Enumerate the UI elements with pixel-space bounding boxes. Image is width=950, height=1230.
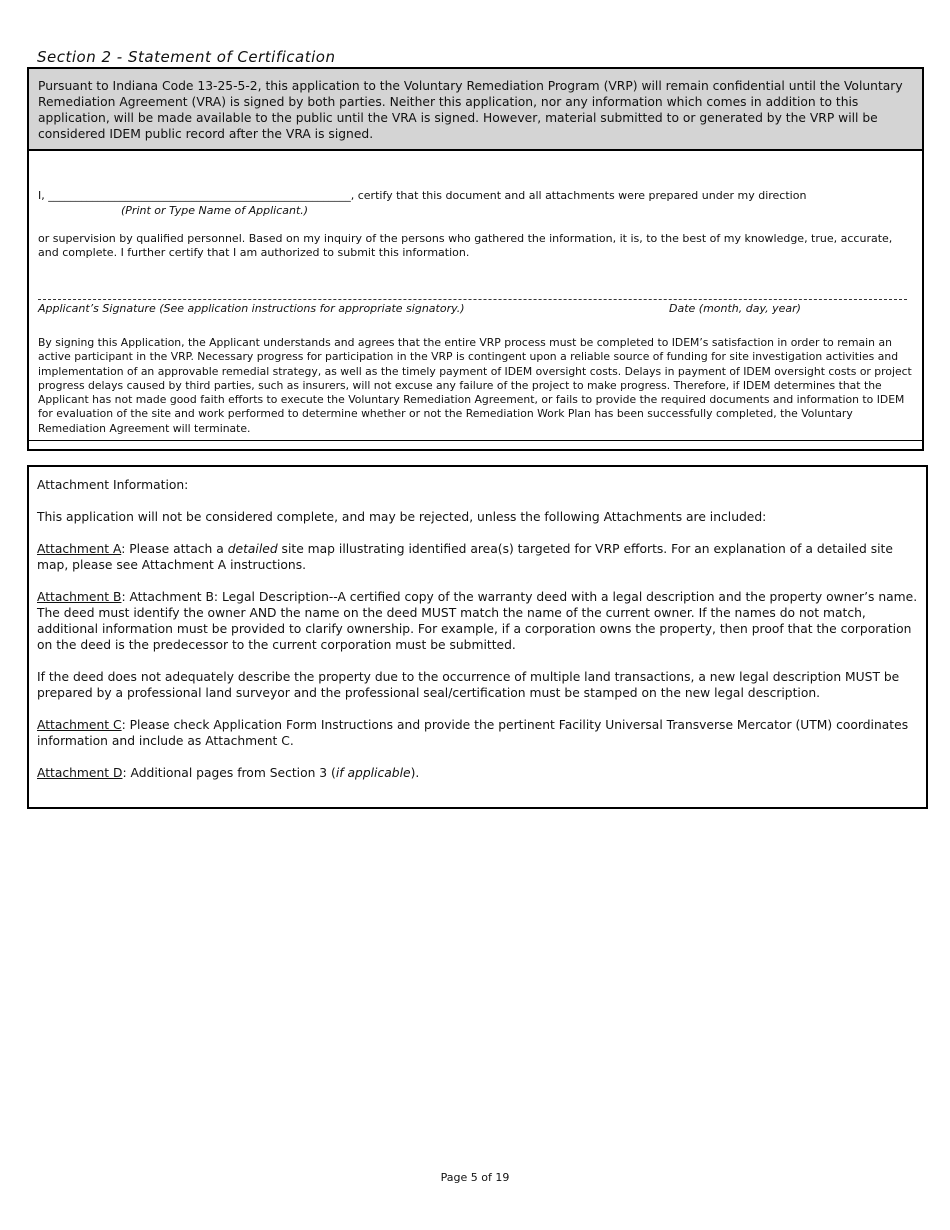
attachment-d-label: Attachment D [37, 766, 123, 780]
section-title: Section 2 - Statement of Certification [37, 48, 336, 66]
signature-line [38, 299, 907, 300]
attachment-c-label: Attachment C [37, 718, 122, 732]
deed-note: If the deed does not adequately describe the property due to the occurrence of multiple land transactions, a new legal description MUST be prepared by a professional land surveyor and the professional seal/certification must be stamped on the new legal description. [37, 670, 900, 700]
signature-caption: Applicant’s Signature (See application instructions for appropriate signatory.) [38, 302, 465, 315]
signing-terms-paragraph: By signing this Application, the Applicant understands and agrees that the entire VRP process must be completed to IDEM’s satisfaction in order to remain an active participant in the VRP. Necessary progress for participation in the VRP is contingent upon a reliable source of funding for site investigation activities and implementation of an approvable remedial strategy, as well as the timely payment of IDEM oversight costs. Delays in payment of IDEM oversight costs or project progress delays caused by third parties, such as insurers, will not excuse any failure of the project to make progress. Therefore, if IDEM determines that the Applicant has not made good faith efforts to execute the Voluntary Remediation Agreement, or fails to provide the required documents and information to IDEM for evaluation of the site and work performed to determine whether or not the Remediation Work Plan has been successfully completed, the Voluntary Remediation Agreement will terminate. [38, 336, 912, 435]
certification-box [27, 67, 924, 451]
divider [29, 440, 922, 441]
attachment-a: Attachment A: Please attach a detailed site map illustrating identified area(s) targeted for VRP efforts. For an explanation of a detailed site map, please see Attachment A instructions. [37, 542, 893, 572]
attachment-heading: Attachment Information: [37, 478, 189, 492]
attachment-b: Attachment B: Attachment B: Legal Description--A certified copy of the warranty deed with a legal description and the property owner’s name. The deed must identify the owner AND the name on the deed MUST match the name of the current owner. If the names do not match, additional information must be provided to clarify ownership. For example, if a corporation owns the property, then proof that the corporation on the deed is the predecessor to the current corporation must be submitted. [37, 590, 918, 652]
attachment-c: Attachment C: Please check Application Form Instructions and provide the pertinent Facility Universal Transverse Mercator (UTM) coordinates information and include as Attachment C. [37, 718, 909, 748]
attachment-info-box [27, 465, 928, 809]
attachment-intro: This application will not be considered complete, and may be rejected, unless the following Attachments are included: [37, 510, 767, 524]
attachment-b-label: Attachment B [37, 590, 122, 604]
date-caption: Date (month, day, year) [669, 302, 801, 315]
applicant-name-line: I, _______________________________________________________, certify that this document and all attachments were prepared under my direction [38, 189, 807, 202]
attachment-a-label: Attachment A [37, 542, 122, 556]
certification-paragraph: or supervision by qualified personnel. Based on my inquiry of the persons who gathered the information, it is, to the best of my knowledge, true, accurate, and complete. I further certify that I am authorized to submit this information. [38, 232, 893, 259]
confidentiality-notice: Pursuant to Indiana Code 13-25-5-2, this application to the Voluntary Remediation Program (VRP) will remain confidential until the Voluntary Remediation Agreement (VRA) is signed by both parties. Neither this application, nor any information which comes in addition to this application, will be made available to the public until the VRA is signed. However, material submitted to or generated by the VRP will be considered IDEM public record after the VRA is signed. [29, 69, 922, 151]
print-name-caption: (Print or Type Name of Applicant.) [121, 204, 309, 217]
attachment-d: Attachment D: Additional pages from Section 3 (if applicable). [37, 766, 420, 780]
page-number: Page 5 of 19 [440, 1171, 510, 1184]
